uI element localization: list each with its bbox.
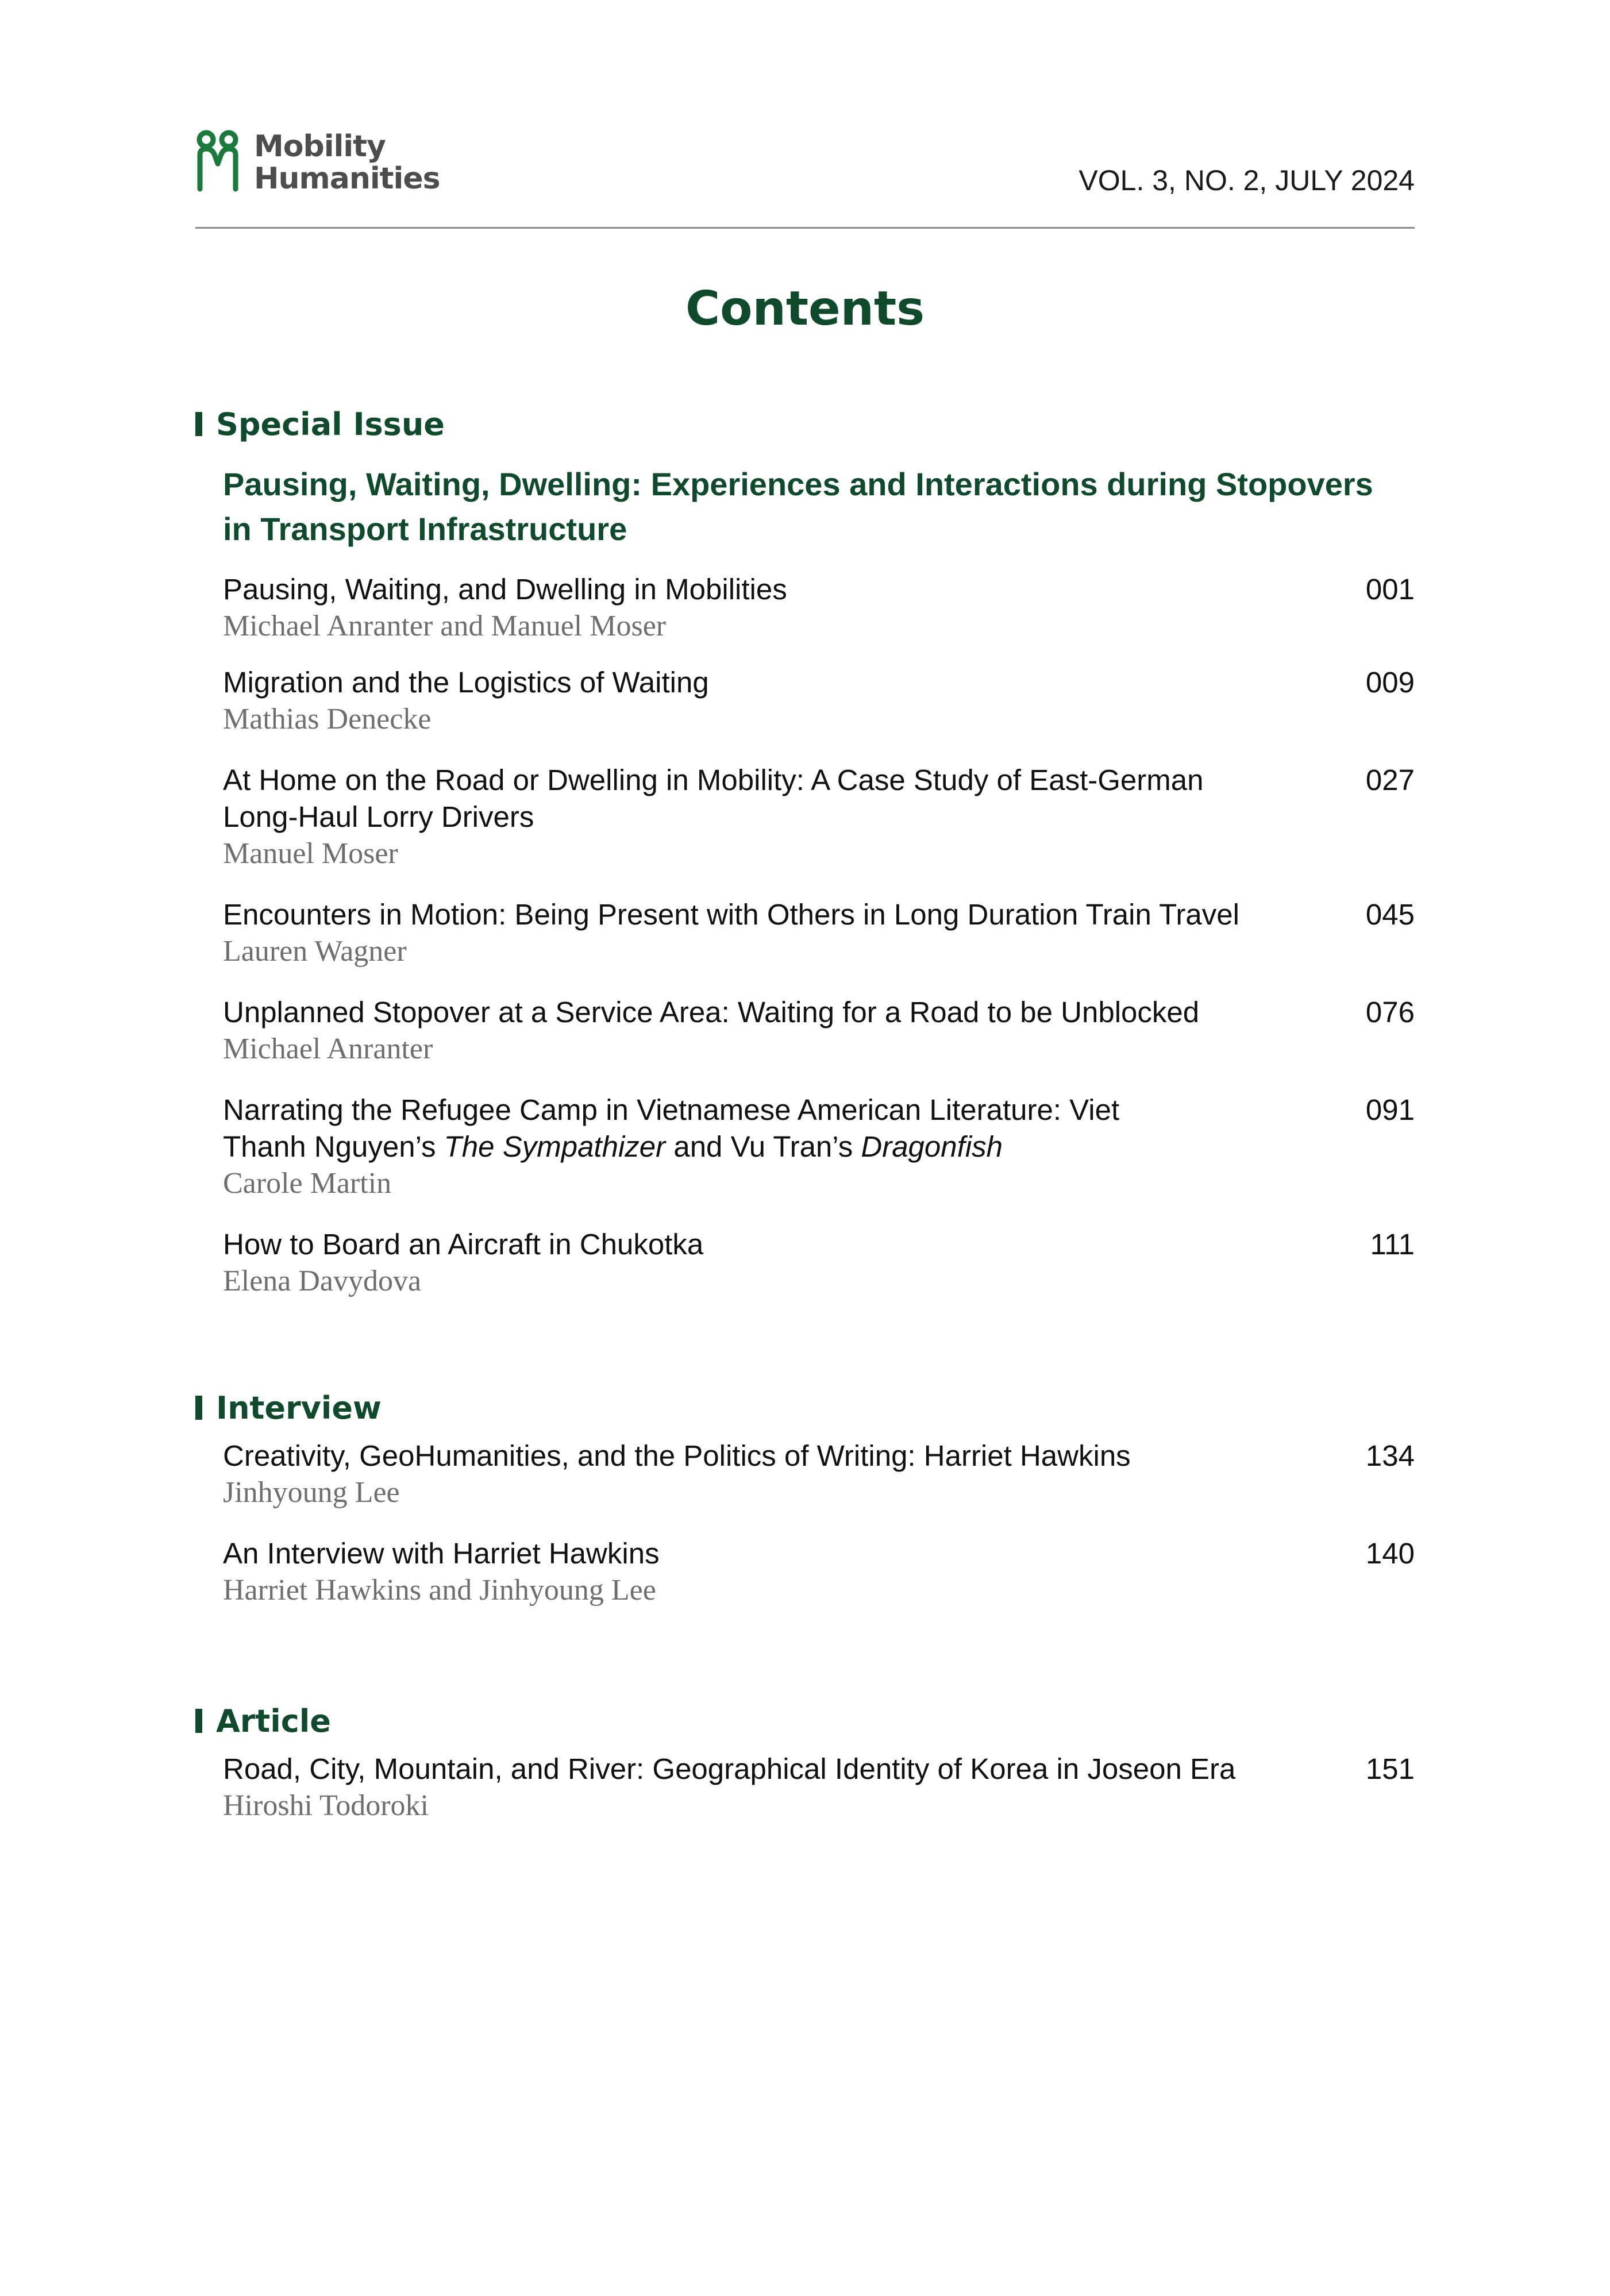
entry-author: Manuel Moser [223,837,398,870]
entry-title: An Interview with Harriet Hawkins [223,1537,660,1570]
toc-entry[interactable] [223,1438,1415,1511]
logo-line-2: Humanities [254,161,440,196]
section-label: Special Issue [216,406,445,442]
toc-entry[interactable] [223,762,1415,872]
entry-title [223,762,1292,835]
logo-line-1: Mobility [254,129,386,164]
entry-title: How to Board an Aircraft in Chukotka [223,1228,704,1261]
toc-entry[interactable] [223,1751,1415,1824]
section-marker [195,1709,202,1733]
toc-entry[interactable] [223,1226,1415,1300]
toc-entry[interactable] [223,994,1415,1068]
entry-page: 111 [1370,1228,1415,1261]
entry-title-text: Thanh Nguyen’s [223,1130,444,1163]
section-heading [195,1385,1415,1431]
entry-title-italic: Dragonfish [861,1130,1003,1163]
toc-entry[interactable] [223,664,1415,738]
toc-entry[interactable] [223,1092,1415,1202]
section-label: Article [216,1702,331,1739]
entry-author: Michael Anranter [223,1033,433,1065]
entry-author: Harriet Hawkins and Jinhyoung Lee [223,1574,656,1607]
page-title: Contents [685,282,925,336]
entry-author: Mathias Denecke [223,703,432,735]
entry-page: 151 [1365,1752,1415,1785]
entry-page: 009 [1365,666,1415,699]
entry-page: 140 [1365,1537,1415,1570]
page-header [195,129,1415,230]
entry-title [223,1092,1292,1165]
section-heading [195,401,1415,447]
entry-page: 134 [1365,1439,1415,1472]
section-marker [195,412,202,436]
entry-title-line: At Home on the Road or Dwelling in Mobility: A Case Study of East-German [223,764,1204,796]
section-heading [195,1698,1415,1744]
entry-author: Michael Anranter and Manuel Moser [223,610,667,642]
entry-title: Encounters in Motion: Being Present with Others in Long Duration Train Travel [223,898,1239,931]
entry-title: Road, City, Mountain, and River: Geographical Identity of Korea in Joseon Era [223,1752,1236,1785]
entry-title: Migration and the Logistics of Waiting [223,666,709,699]
entry-page: 001 [1365,573,1415,606]
mobility-humanities-logo-icon [195,129,240,194]
toc-entry[interactable] [223,896,1415,970]
toc-entry[interactable] [223,571,1415,645]
entry-page: 076 [1365,996,1415,1028]
entry-title: Pausing, Waiting, and Dwelling in Mobilities [223,573,787,606]
entry-title-italic: The Sympathizer [444,1130,666,1163]
section-special-issue [195,401,1415,1300]
entry-title-line [223,1128,1292,1165]
section-article [195,1698,1415,1824]
section-label: Interview [216,1389,382,1426]
entry-title-line: Narrating the Refugee Camp in Vietnamese American Literature: Viet [223,1093,1120,1126]
entry-page: 091 [1365,1093,1415,1126]
special-issue-theme: Pausing, Waiting, Dwelling: Experiences and Interactions during Stopovers in Transport Infrastructure [223,466,1373,547]
logo-wordmark [254,130,440,195]
entry-title: Unplanned Stopover at a Service Area: Waiting for a Road to be Unblocked [223,996,1200,1028]
issue-info: VOL. 3, NO. 2, JULY 2024 [1079,164,1415,197]
entry-title-line: Long-Haul Lorry Drivers [223,800,534,833]
entry-author: Lauren Wagner [223,935,407,968]
entry-author: Hiroshi Todoroki [223,1789,429,1822]
header-divider [195,227,1415,229]
section-interview [195,1385,1415,1609]
entry-title-text: and Vu Tran’s [665,1130,861,1163]
entry-author: Jinhyoung Lee [223,1476,400,1509]
entry-author: Elena Davydova [223,1265,422,1297]
entry-author: Carole Martin [223,1167,392,1200]
entry-title: Creativity, GeoHumanities, and the Politics of Writing: Harriet Hawkins [223,1439,1131,1472]
section-marker [195,1396,202,1420]
toc-entry[interactable] [223,1535,1415,1609]
entry-page: 045 [1365,898,1415,931]
entry-page: 027 [1365,764,1415,796]
journal-logo [195,129,440,195]
